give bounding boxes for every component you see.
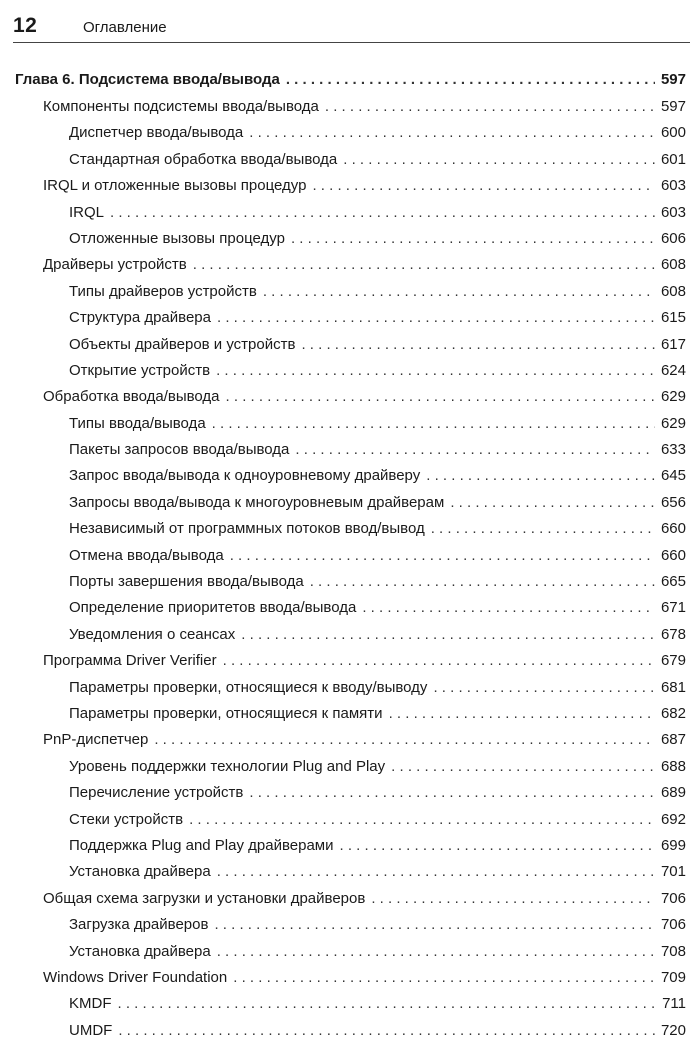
toc-dot-leader xyxy=(249,780,655,806)
toc-dot-leader xyxy=(214,912,655,938)
toc-dot-leader xyxy=(118,991,657,1017)
toc-entry-page: 687 xyxy=(660,731,686,749)
toc-entry-title: Стеки устройств xyxy=(69,810,184,828)
toc-entry-title: IRQL xyxy=(69,203,105,221)
toc-dot-leader xyxy=(286,66,655,94)
toc-entry-page: 660 xyxy=(660,546,686,564)
toc-subsection-entry xyxy=(0,780,700,806)
toc-entry-title: Запросы ввода/вывода к многоуровневым драйверам xyxy=(69,493,445,511)
toc-dot-leader xyxy=(217,305,655,331)
toc-entry-title: KMDF xyxy=(69,995,112,1013)
toc-dot-leader xyxy=(223,648,655,674)
toc-entry-page: 681 xyxy=(660,678,686,696)
toc-entry-page: 678 xyxy=(660,625,686,643)
toc-entry-page: 699 xyxy=(660,836,686,854)
toc-entry-title: Windows Driver Foundation xyxy=(43,968,228,986)
running-title: Оглавление xyxy=(83,19,167,36)
toc-entry-page: 701 xyxy=(660,863,686,881)
toc-entry-page: 608 xyxy=(660,256,686,274)
toc-entry-title: Открытие устройств xyxy=(69,361,211,379)
toc-entry-page: 688 xyxy=(660,757,686,775)
toc-entry-page: 708 xyxy=(660,942,686,960)
toc-entry-page: 624 xyxy=(660,361,686,379)
toc-dot-leader xyxy=(118,1018,655,1044)
toc-entry-page: 660 xyxy=(660,520,686,538)
toc-dot-leader xyxy=(154,727,655,753)
toc-subsection-entry xyxy=(0,701,700,727)
toc-entry-page: 671 xyxy=(660,599,686,617)
toc-dot-leader xyxy=(193,252,655,278)
toc-entry-title: Запрос ввода/вывода к одноуровневому драйверу xyxy=(69,467,421,485)
toc-dot-leader xyxy=(233,965,655,991)
toc-entry-title: Порты завершения ввода/вывода xyxy=(69,573,304,591)
toc-entry-page: 645 xyxy=(660,467,686,485)
toc-dot-leader xyxy=(241,622,655,648)
toc-subsection-entry xyxy=(0,1018,700,1044)
toc-dot-leader xyxy=(216,358,655,384)
toc-subsection-entry xyxy=(0,332,700,358)
toc-subsection-entry xyxy=(0,279,700,305)
toc-subsection-entry xyxy=(0,807,700,833)
toc-dot-leader xyxy=(230,543,655,569)
toc-subsection-entry xyxy=(0,675,700,701)
toc-subsection-entry xyxy=(0,437,700,463)
toc-subsection-entry xyxy=(0,463,700,489)
toc-entry-title: Компоненты подсистемы ввода/вывода xyxy=(43,98,319,115)
toc-entry-page: 601 xyxy=(660,150,686,168)
toc-subsection-entry xyxy=(0,595,700,621)
toc-dot-leader xyxy=(310,569,655,595)
toc-subsection-entry xyxy=(0,516,700,542)
toc-entry-page: 709 xyxy=(660,968,686,986)
toc-dot-leader xyxy=(426,463,655,489)
toc-entry-page: 689 xyxy=(660,784,686,802)
toc-section-entry xyxy=(0,173,700,199)
toc-entry-page: 606 xyxy=(660,229,686,247)
toc-dot-leader xyxy=(212,411,655,437)
toc-dot-leader xyxy=(340,833,655,859)
toc-entry-title: Поддержка Plug and Play драйверами xyxy=(69,836,334,854)
toc-dot-leader xyxy=(217,859,655,885)
toc-entry-title: Общая схема загрузки и установки драйверов xyxy=(43,889,366,907)
toc-entry-title: Глава 6. Подсистема ввода/вывода xyxy=(15,71,280,88)
toc-section-entry xyxy=(0,727,700,753)
toc-dot-leader xyxy=(291,226,655,252)
toc-dot-leader xyxy=(371,886,655,912)
toc-entry-page: 665 xyxy=(660,573,686,591)
toc-entry-page: 615 xyxy=(660,309,686,327)
toc-subsection-entry xyxy=(0,622,700,648)
toc-entry-page: 597 xyxy=(660,71,686,88)
toc-subsection-entry xyxy=(0,754,700,780)
toc-dot-leader xyxy=(189,807,655,833)
toc-section-entry xyxy=(0,384,700,410)
toc-subsection-entry xyxy=(0,200,700,226)
toc-entry-title: Отложенные вызовы процедур xyxy=(69,229,285,247)
toc-section-entry xyxy=(0,886,700,912)
toc-dot-leader xyxy=(249,120,655,146)
toc-subsection-entry xyxy=(0,226,700,252)
toc-subsection-entry xyxy=(0,569,700,595)
toc-entry-page: 629 xyxy=(660,414,686,432)
toc-entry-page: 656 xyxy=(660,493,686,511)
toc-subsection-entry xyxy=(0,859,700,885)
toc-subsection-entry xyxy=(0,912,700,938)
toc-entry-title: Уведомления о сеансах xyxy=(69,625,236,643)
toc-section-entry xyxy=(0,648,700,674)
toc-subsection-entry xyxy=(0,543,700,569)
toc-subsection-entry xyxy=(0,120,700,146)
toc-entry-page: 706 xyxy=(660,916,686,934)
toc-dot-leader xyxy=(362,595,655,621)
toc-subsection-entry xyxy=(0,411,700,437)
toc-dot-leader xyxy=(312,173,655,199)
page-number: 12 xyxy=(13,14,38,37)
toc-section-entry xyxy=(0,965,700,991)
toc-entry-title: Загрузка драйверов xyxy=(69,916,209,934)
toc-entry-title: Драйверы устройств xyxy=(43,256,187,274)
toc-entry-title: Диспетчер ввода/вывода xyxy=(69,124,244,142)
toc-entry-title: Отмена ввода/вывода xyxy=(69,546,224,564)
toc-entry-page: 603 xyxy=(660,177,686,195)
toc-entry-page: 682 xyxy=(660,704,686,722)
toc-entry-title: Типы ввода/вывода xyxy=(69,414,206,432)
toc-entry-title: PnP-диспетчер xyxy=(43,731,149,749)
toc-entry-title: Стандартная обработка ввода/вывода xyxy=(69,150,338,168)
toc-entry-title: Параметры проверки, относящиеся к вводу/выводу xyxy=(69,678,428,696)
toc-entry-title: UMDF xyxy=(69,1021,113,1039)
toc-entry-page: 706 xyxy=(660,889,686,907)
page-header xyxy=(13,14,690,43)
toc-dot-leader xyxy=(389,701,655,727)
toc-dot-leader xyxy=(450,490,655,516)
toc-subsection-entry xyxy=(0,991,700,1017)
toc-entry-title: Определение приоритетов ввода/вывода xyxy=(69,599,357,617)
toc-entry-page: 617 xyxy=(660,335,686,353)
toc-entry-page: 608 xyxy=(660,282,686,300)
toc-entry-page: 629 xyxy=(660,388,686,406)
toc-dot-leader xyxy=(301,332,655,358)
toc-entry-title: IRQL и отложенные вызовы процедур xyxy=(43,177,307,195)
toc-entry-title: Объекты драйверов и устройств xyxy=(69,335,296,353)
toc-entry-title: Перечисление устройств xyxy=(69,784,244,802)
toc-section-entry xyxy=(0,252,700,278)
toc-entry-title: Программа Driver Verifier xyxy=(43,652,217,670)
toc-dot-leader xyxy=(295,437,655,463)
toc-entry-title: Независимый от программных потоков ввод/вывод xyxy=(69,520,425,538)
toc-entry-page: 679 xyxy=(660,652,686,670)
toc-subsection-entry xyxy=(0,833,700,859)
toc-subsection-entry xyxy=(0,358,700,384)
toc-dot-leader xyxy=(226,384,655,410)
toc-entry-page: 720 xyxy=(660,1021,686,1039)
toc-entry-page: 692 xyxy=(660,810,686,828)
toc-entry-title: Обработка ввода/вывода xyxy=(43,388,220,406)
toc-dot-leader xyxy=(433,675,655,701)
table-of-contents xyxy=(0,66,700,1044)
toc-dot-leader xyxy=(217,939,655,965)
toc-entry-page: 597 xyxy=(660,98,686,115)
toc-subsection-entry xyxy=(0,490,700,516)
toc-chapter-entry xyxy=(0,66,700,94)
toc-dot-leader xyxy=(263,279,655,305)
toc-entry-title: Установка драйвера xyxy=(69,942,211,960)
toc-entry-title: Установка драйвера xyxy=(69,863,211,881)
toc-subsection-entry xyxy=(0,939,700,965)
toc-entry-page: 603 xyxy=(660,203,686,221)
toc-entry-title: Уровень поддержки технологии Plug and Play xyxy=(69,757,386,775)
toc-entry-page: 600 xyxy=(660,124,686,142)
toc-dot-leader xyxy=(325,94,655,120)
toc-entry-title: Структура драйвера xyxy=(69,309,211,327)
toc-subsection-entry xyxy=(0,305,700,331)
toc-dot-leader xyxy=(343,147,655,173)
toc-dot-leader xyxy=(110,200,655,226)
toc-dot-leader xyxy=(391,754,655,780)
toc-subsection-entry xyxy=(0,147,700,173)
toc-dot-leader xyxy=(431,516,655,542)
toc-entry-title: Типы драйверов устройств xyxy=(69,282,257,300)
toc-section-entry xyxy=(0,94,700,120)
toc-entry-page: 633 xyxy=(660,441,686,459)
toc-entry-title: Пакеты запросов ввода/вывода xyxy=(69,441,290,459)
toc-entry-page: 711 xyxy=(662,995,686,1013)
toc-entry-title: Параметры проверки, относящиеся к памяти xyxy=(69,704,383,722)
